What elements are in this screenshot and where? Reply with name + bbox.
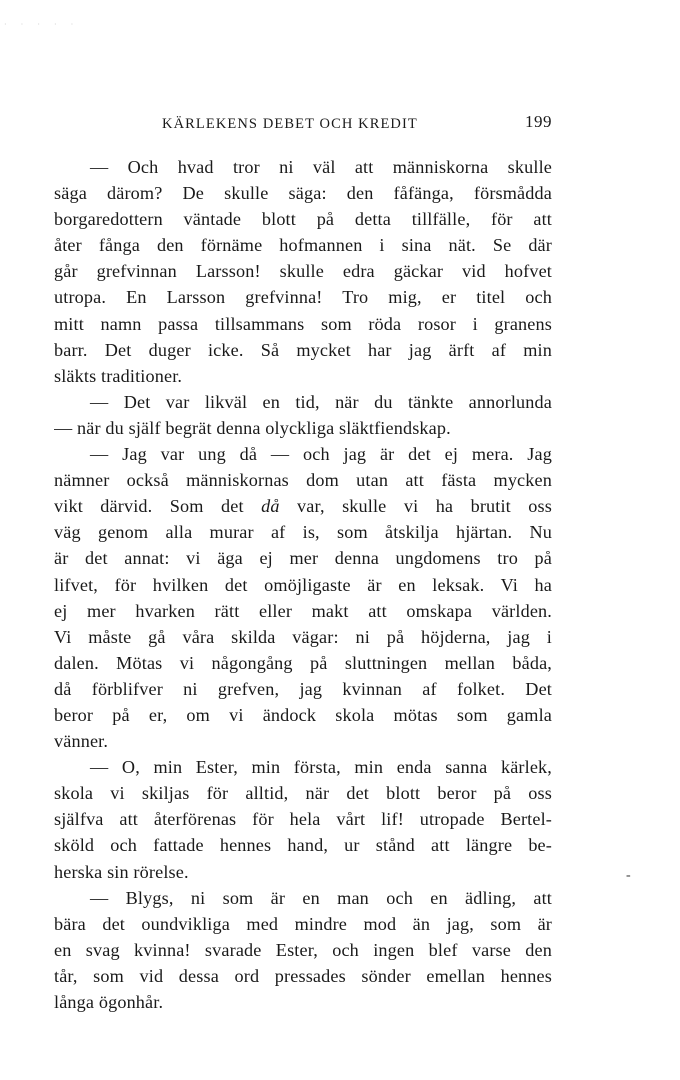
text-line: — Det var likväl en tid, när du tänkte annorlunda: [90, 391, 552, 412]
text-line: då förblifver ni grefven, jag kvinnan af folket. Det: [54, 678, 552, 699]
text-line: bära det oundvikliga med mindre mod än jag, som är: [54, 913, 552, 934]
text-line: en svag kvinna! svarade Ester, och ingen blef varse den: [54, 939, 552, 960]
text-line: — Jag var ung då — och jag är det ej mera. Jag: [90, 444, 552, 465]
text-line: barr. Det duger icke. Så mycket har jag ärft af min: [54, 339, 552, 360]
text-line: skola vi skiljas för alltid, när det blott beror på oss: [54, 783, 552, 804]
text-line: herska sin rörelse.: [54, 861, 189, 882]
running-title: KÄRLEKENS DEBET OCH KREDIT: [162, 116, 418, 132]
text-line: nämner också människornas dom utan att fästa mycken: [54, 470, 552, 491]
page-header: [54, 110, 552, 136]
text-line: lifvet, för hvilken det omöjligaste är en leksak. Vi ha: [54, 574, 552, 595]
text-line: dalen. Mötas vi någongång på sluttningen mellan båda,: [54, 652, 552, 673]
text-line: beror på er, om vi ändock skola mötas som gamla: [54, 704, 552, 725]
text-line: är det annat: vi äga ej mer denna ungdomens tro på: [54, 548, 552, 569]
text-line: väg genom alla murar af is, som åtskilja hjärtan. Nu: [54, 522, 552, 543]
text-line: — O, min Ester, min första, min enda sanna kärlek,: [90, 757, 552, 778]
text-line: — när du själf begrät denna olyckliga släktfiendskap.: [54, 417, 451, 438]
emphasis: då: [261, 496, 280, 517]
text-line: — Blygs, ni som är en man och en ädling, att: [90, 887, 552, 908]
text-line: tår, som vid dessa ord pressades sönder emellan hennes: [54, 965, 552, 986]
margin-mark: -: [626, 868, 631, 883]
text-line: vikt därvid. Som det då var, skulle vi ha brutit oss: [54, 496, 552, 517]
text-line: utropa. En Larsson grefvinna! Tro mig, er titel och: [54, 287, 552, 308]
text-line: går grefvinnan Larsson! skulle edra gäckar vid hofvet: [54, 261, 552, 282]
text-line: säga därom? De skulle säga: den fåfänga, försmådda: [54, 183, 552, 204]
text-line: borgaredottern väntade blott på detta tillfälle, för att: [54, 209, 552, 230]
text-line: vänner.: [54, 731, 109, 752]
text-line: själfva att återförenas för hela vårt lif! utropade Bertel-: [54, 809, 552, 830]
body-text: [54, 154, 552, 1015]
text-line: ej mer hvarken rätt eller makt att omskapa världen.: [54, 600, 552, 621]
text-line: Vi måste gå våra skilda vägar: ni på höjderna, jag i: [54, 626, 552, 647]
text-line: mitt namn passa tillsammans som röda rosor i granens: [54, 313, 552, 334]
text-line: åter fånga den förnäme hofmannen i sina nät. Se där: [54, 235, 552, 256]
page-number: 199: [525, 112, 552, 131]
text-line: långa ögonhår.: [54, 992, 164, 1012]
text-line: — Och hvad tror ni väl att människorna skulle: [90, 157, 552, 177]
text-line: släkts traditioner.: [54, 365, 183, 386]
text-line: sköld och fattade hennes hand, ur stånd att längre be-: [54, 835, 552, 856]
scan-specks: · · · · ·: [4, 20, 80, 29]
